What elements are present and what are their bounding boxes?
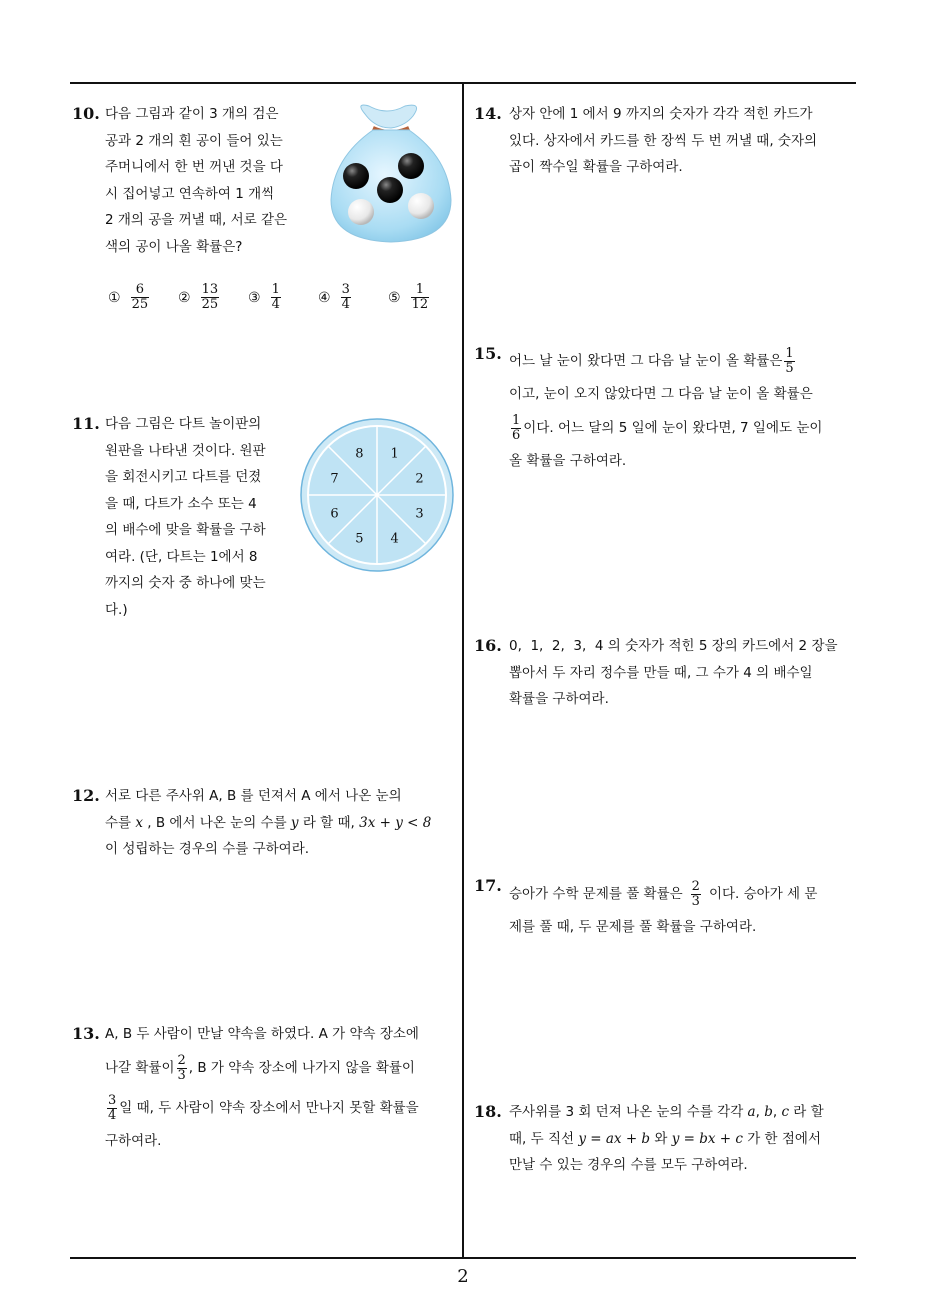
answer-choice[interactable] [388, 283, 431, 312]
fraction-numerator: 6 [131, 283, 150, 298]
q15-line [509, 408, 864, 448]
fraction-numerator: 1 [271, 282, 280, 297]
q12-text [105, 783, 460, 863]
q13-text [105, 1021, 463, 1155]
q18-text-part: 와 [650, 1130, 672, 1147]
fraction-denominator: 25 [201, 297, 219, 312]
q11-line: 을 때, 다트가 소수 또는 4 [105, 495, 257, 512]
separator: , [772, 1104, 782, 1120]
fraction-denominator: 5 [785, 360, 794, 376]
fraction-numerator: 3 [341, 282, 350, 297]
q17-line: 제를 풀 때, 두 문제를 풀 확률을 구하여라. [509, 919, 757, 935]
q10-text [105, 101, 315, 260]
dartboard-figure [297, 415, 457, 575]
choice-mark: ② [178, 289, 191, 306]
q11-line: 원판을 나타낸 것이다. 원판 [105, 442, 266, 459]
q14-line: 곱이 짝수일 확률을 구하여라. [509, 159, 683, 175]
q18-line [509, 1126, 864, 1153]
q15-text-part: 어느 날 눈이 왔다면 그 다음 날 눈이 올 확률은 [509, 352, 783, 369]
q17-line [509, 874, 864, 914]
q13-number: 13. [72, 1024, 100, 1043]
var-y: y [290, 814, 299, 831]
q18-line: 만날 수 있는 경우의 수를 모두 구하여라. [509, 1157, 748, 1173]
q13-line [105, 1088, 463, 1128]
dartboard-number: 2 [415, 471, 424, 487]
fraction-denominator: 4 [341, 297, 350, 312]
q11-line: 여라. (단, 다트는 1에서 8 [105, 548, 258, 565]
q11-line: 다음 그림은 다트 놀이판의 [105, 416, 262, 432]
q11-line: 까지의 숫자 중 하나에 맞는 [105, 575, 266, 591]
q15-text-part: 이다. 어느 달의 5 일에 눈이 왔다면, 7 일에도 눈이 [523, 419, 823, 436]
q17-number: 17. [474, 876, 502, 895]
q15-text [509, 341, 864, 475]
dartboard-number: 3 [415, 506, 424, 522]
q11-text [105, 411, 290, 623]
answer-choice[interactable] [248, 283, 283, 312]
q11-line: 의 배수에 맞을 확률을 구하 [105, 522, 266, 538]
q12-line [105, 810, 460, 837]
q14-line: 상자 안에 1 에서 9 까지의 숫자가 각각 적힌 카드가 [509, 106, 813, 122]
dartboard-number: 7 [330, 471, 339, 487]
q12-number: 12. [72, 786, 100, 805]
page-number: 2 [457, 1266, 469, 1287]
q18-text-part: 때, 두 직선 [509, 1130, 579, 1147]
q11-line: 다.) [105, 601, 128, 618]
choice-fraction [201, 283, 220, 312]
q13-text-part: , B 가 약속 장소에 나가지 않을 확률이 [188, 1059, 415, 1076]
fraction-denominator: 3 [691, 893, 700, 909]
q18-text-part: 주사위를 3 회 던져 나온 눈의 수를 각각 [509, 1104, 748, 1120]
q10-line: 주머니에서 한 번 꺼낸 것을 다 [105, 159, 283, 175]
q15-line [509, 341, 864, 381]
answer-choice[interactable] [108, 283, 151, 312]
q10-line: 2 개의 공을 꺼낼 때, 서로 같은 [105, 212, 288, 228]
fraction-denominator: 25 [131, 297, 149, 312]
q14-text [509, 101, 864, 181]
q11-line: 을 회전시키고 다트를 던졌 [105, 469, 262, 485]
dartboard-number: 8 [355, 446, 364, 462]
answer-choice[interactable] [318, 283, 353, 312]
dartboard-number: 1 [390, 446, 399, 462]
q18-line [509, 1099, 864, 1126]
fraction-numerator: 3 [108, 1092, 117, 1108]
q11-number: 11. [72, 414, 100, 433]
fraction-denominator: 4 [271, 297, 280, 312]
q15-line: 이고, 눈이 오지 않았다면 그 다음 날 눈이 올 확률은 [509, 386, 813, 402]
q16-number: 16. [474, 636, 502, 655]
q13-text-part: 일 때, 두 사람이 약속 장소에서 만나지 못할 확률을 [119, 1099, 419, 1116]
fraction-numerator: 1 [411, 283, 430, 298]
q17-text-part: 승아가 수학 문제를 풀 확률은 [509, 885, 683, 902]
q10-line: 색의 공이 나올 확률은? [105, 238, 243, 255]
q17-text-part: 이다. 승아가 세 문 [708, 885, 818, 902]
q12-line: 이 성립하는 경우의 수를 구하여라. [105, 841, 310, 857]
fraction-numerator: 1 [512, 412, 521, 428]
inequality: 3x + y < 8 [359, 814, 432, 831]
fraction-denominator: 12 [411, 297, 429, 312]
q15-line: 올 확률을 구하여라. [509, 453, 627, 469]
choice-mark: ① [108, 289, 121, 306]
q14-line: 있다. 상자에서 카드를 한 장씩 두 번 꺼낼 때, 숫자의 [509, 132, 818, 149]
q12-text-part: 라 할 때, [298, 814, 360, 831]
q10-number: 10. [72, 104, 100, 123]
q10-line: 다음 그림과 같이 3 개의 검은 [105, 106, 279, 122]
choice-fraction [131, 283, 150, 312]
fraction-numerator: 13 [201, 282, 219, 297]
fraction-numerator: 2 [691, 878, 700, 894]
q12-text-part: 수를 [105, 814, 136, 831]
fraction-two-thirds [177, 1054, 187, 1083]
equation-line-1: y = ax + b [578, 1130, 651, 1147]
choice-fraction [271, 283, 281, 312]
fraction-denominator: 3 [177, 1067, 186, 1083]
choice-mark: ④ [318, 289, 331, 306]
fraction-one-fifth [784, 347, 794, 376]
q10-line: 공과 2 개의 흰 공이 들어 있는 [105, 132, 283, 149]
fraction-numerator: 2 [177, 1052, 186, 1068]
choice-mark: ③ [248, 289, 261, 306]
dartboard-number: 5 [355, 531, 364, 547]
q12-line: 서로 다른 주사위 A, B 를 던져서 A 에서 나온 눈의 [105, 788, 402, 804]
q13-line: 구하여라. [105, 1133, 162, 1149]
answer-choice[interactable] [178, 283, 221, 312]
choice-fraction [341, 283, 351, 312]
q13-line [105, 1048, 463, 1088]
fraction-denominator: 4 [108, 1107, 117, 1123]
ball-pouch-figure [325, 100, 457, 250]
q13-text-part: 나갈 확률이 [105, 1059, 175, 1076]
dartboard-number: 4 [390, 531, 399, 547]
q15-number: 15. [474, 344, 502, 363]
var-b: b [764, 1104, 773, 1120]
separator: , [755, 1104, 765, 1120]
fraction-one-sixth [511, 414, 521, 443]
q12-text-part: , B 에서 나온 눈의 수를 [143, 814, 291, 831]
q18-text-part: 라 할 [789, 1104, 824, 1120]
q16-line: 뽑아서 두 자리 정수를 만들 때, 그 수가 4 의 배수일 [509, 664, 813, 681]
fraction-three-quarters [107, 1094, 117, 1123]
choice-fraction [411, 283, 430, 312]
dartboard-number: 6 [330, 506, 339, 522]
q13-line: A, B 두 사람이 만날 약속을 하였다. A 가 약속 장소에 [105, 1026, 419, 1042]
q16-line: 0, 1, 2, 3, 4 의 숫자가 적힌 5 장의 카드에서 2 장을 [509, 638, 838, 654]
q17-text [509, 874, 864, 941]
q16-text [509, 633, 864, 713]
q18-text-part: 가 한 점에서 [742, 1130, 822, 1147]
fraction-numerator: 1 [785, 345, 794, 361]
q16-line: 확률을 구하여라. [509, 691, 609, 707]
choice-mark: ⑤ [388, 289, 401, 306]
q18-number: 18. [474, 1102, 502, 1121]
equation-line-2: y = bx + c [671, 1130, 743, 1147]
q18-text [509, 1099, 864, 1179]
fraction-two-thirds [691, 880, 701, 909]
var-c: c [781, 1104, 790, 1120]
var-x: x [135, 814, 143, 831]
q10-line: 시 집어넣고 연속하여 1 개씩 [105, 185, 275, 202]
fraction-denominator: 6 [512, 427, 521, 443]
q14-number: 14. [474, 104, 502, 123]
var-a: a [747, 1104, 756, 1120]
